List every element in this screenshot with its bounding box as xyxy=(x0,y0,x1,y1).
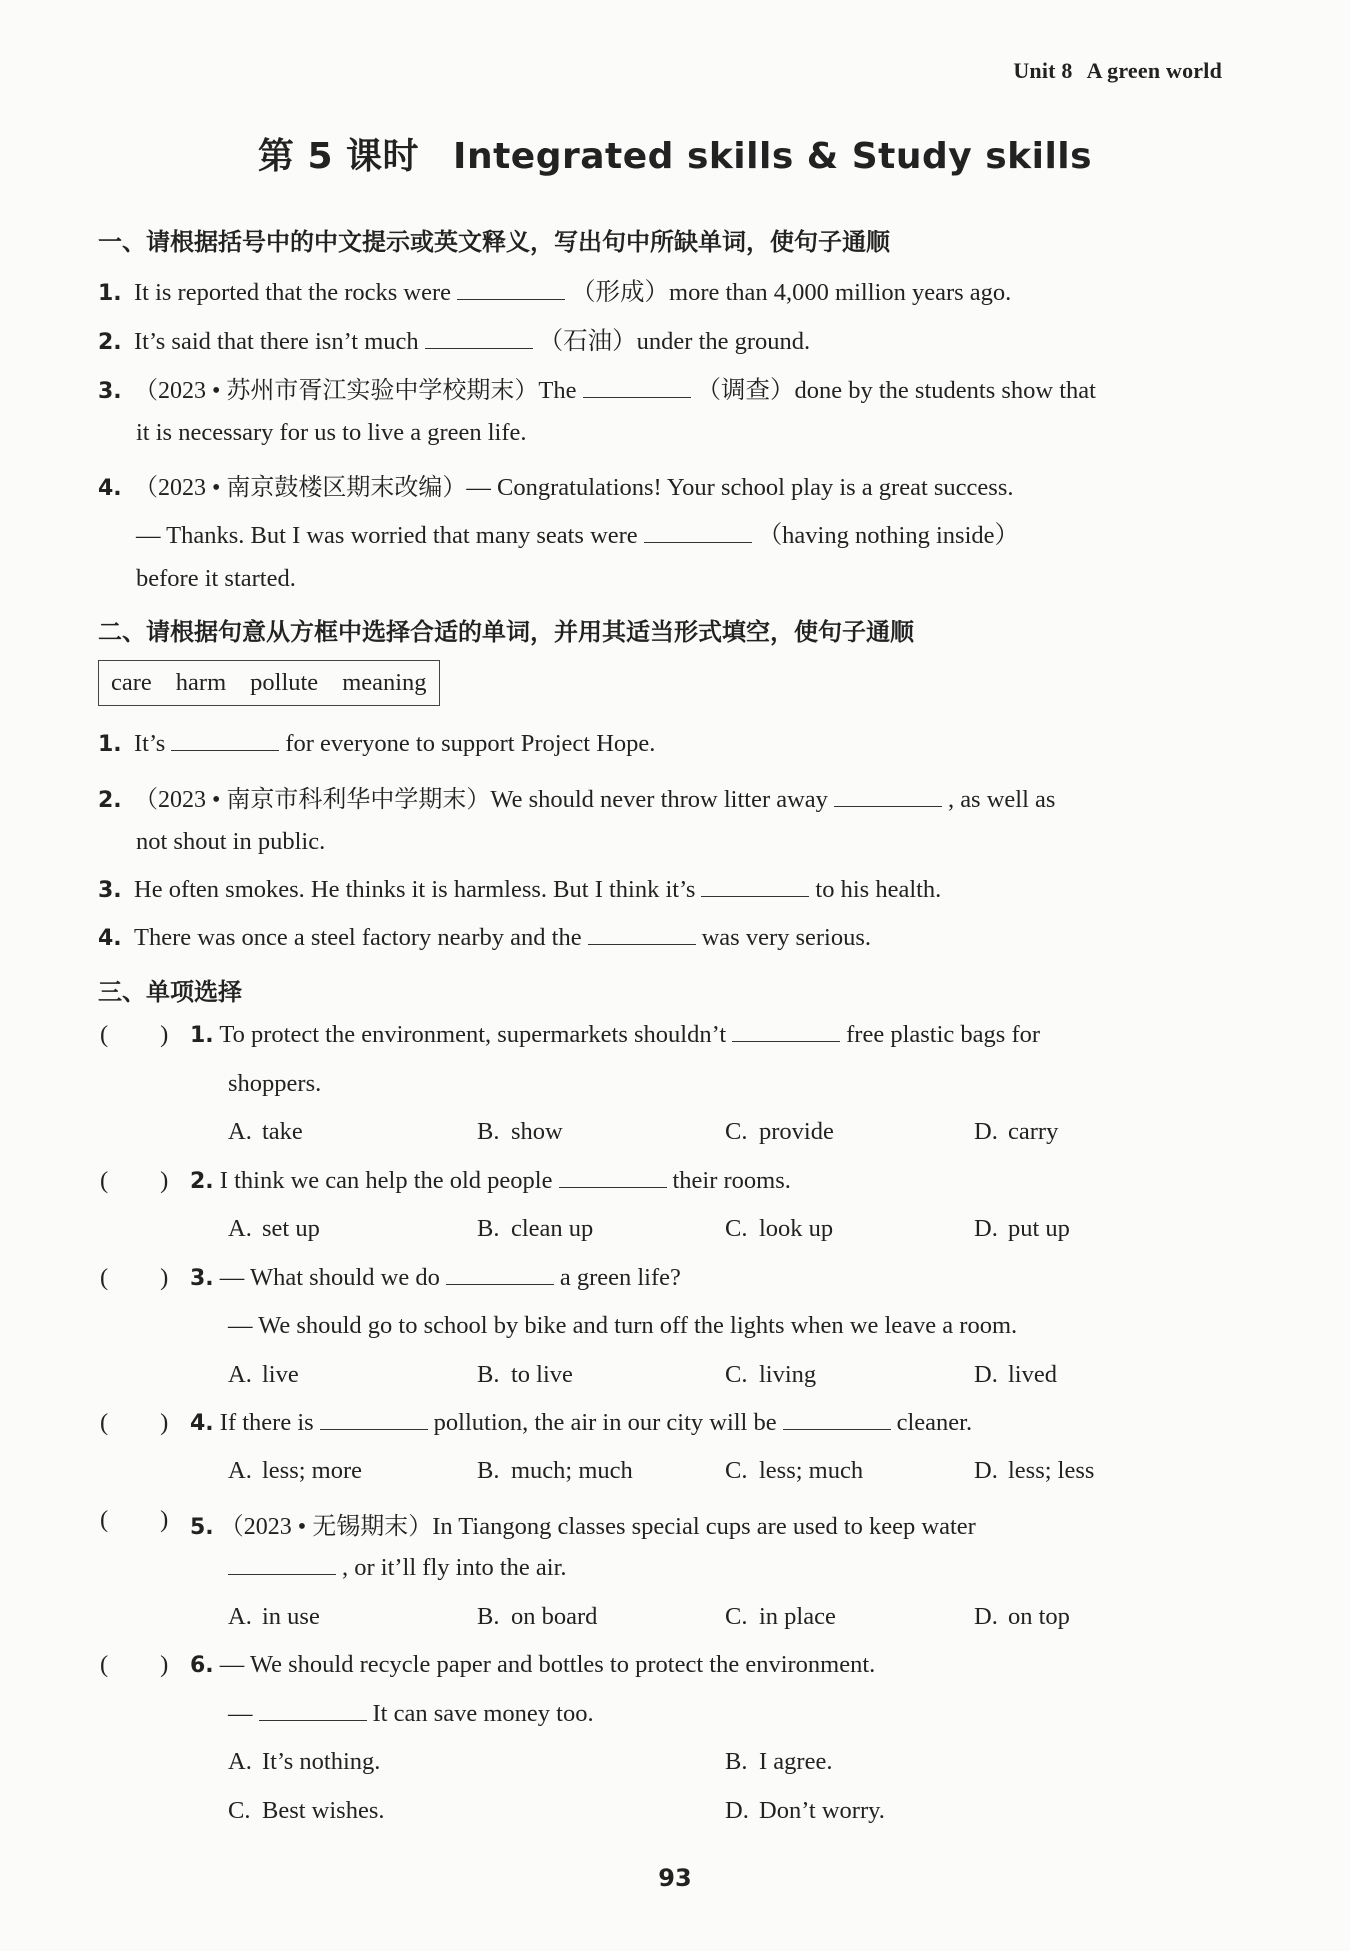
answer-parenthesis[interactable]: ( ) xyxy=(100,1167,169,1194)
answer-blank[interactable] xyxy=(588,924,696,945)
lesson-label: 第 5 课时 xyxy=(257,136,420,177)
option-a[interactable]: A. in use xyxy=(228,1603,320,1630)
s1-item-4: 4. （2023 • 南京鼓楼区期末改编）— Congratulations! Your school play is a great success. xyxy=(98,474,1014,501)
option-b[interactable]: B. clean up xyxy=(477,1215,594,1242)
option-d[interactable]: D. lived xyxy=(974,1361,1057,1388)
s3-q3: 3. — What should we do a green life? xyxy=(190,1264,681,1291)
question-source: （2023 • 南京鼓楼区期末改编） xyxy=(134,475,467,501)
word-bank-box xyxy=(98,660,440,706)
option-c[interactable]: C. living xyxy=(725,1361,817,1388)
option-b[interactable]: B. on board xyxy=(477,1603,598,1630)
s3-q6-line2: — It can save money too. xyxy=(228,1700,594,1727)
running-header xyxy=(1013,58,1222,84)
s3-q1: 1. To protect the environment, supermarkets shouldn’t free plastic bags for xyxy=(190,1021,1041,1048)
answer-blank[interactable] xyxy=(425,328,533,349)
option-d[interactable]: D. put up xyxy=(974,1215,1070,1242)
answer-parenthesis[interactable]: ( ) xyxy=(100,1021,169,1048)
option-a[interactable]: A. It’s nothing. xyxy=(228,1748,381,1775)
s1-item-2: 2. It’s said that there isn’t much （石油）under the ground. xyxy=(98,328,811,355)
option-c[interactable]: C. less; much xyxy=(725,1457,864,1484)
answer-blank[interactable] xyxy=(583,377,691,398)
answer-parenthesis[interactable]: ( ) xyxy=(100,1409,169,1436)
header-topic: A green world xyxy=(1086,58,1222,83)
option-d[interactable]: D. carry xyxy=(974,1118,1059,1145)
s1-item-3: 3. （2023 • 苏州市胥江实验中学校期末）The （调查）done by the students show that xyxy=(98,377,1096,404)
answer-parenthesis[interactable]: ( ) xyxy=(100,1264,169,1291)
page-title xyxy=(0,128,1350,179)
option-d[interactable]: D. Don’t worry. xyxy=(725,1797,885,1824)
s3-q6: 6. — We should recycle paper and bottles to protect the environment. xyxy=(190,1651,876,1678)
option-a[interactable]: A. take xyxy=(228,1118,303,1145)
s2-item-4: 4. There was once a steel factory nearby and the was very serious. xyxy=(98,924,872,951)
option-c[interactable]: C. provide xyxy=(725,1118,834,1145)
s3-q3-line2: — We should go to school by bike and turn off the lights when we leave a room. xyxy=(228,1312,1018,1339)
s2-item-2: 2. （2023 • 南京市科利华中学期末）We should never throw litter away , as well as xyxy=(98,786,1056,813)
word-bank-item: pollute xyxy=(250,669,319,696)
answer-blank[interactable] xyxy=(171,730,279,751)
s3-q5-cont: , or it’ll fly into the air. xyxy=(228,1554,567,1582)
s3-q1-cont: shoppers. xyxy=(228,1070,322,1097)
word-bank-item: care xyxy=(111,669,152,696)
option-c[interactable]: C. Best wishes. xyxy=(228,1797,385,1824)
s1-item-3-cont: it is necessary for us to live a green life. xyxy=(136,419,527,446)
answer-blank xyxy=(732,1021,840,1042)
header-unit: Unit 8 xyxy=(1013,58,1073,83)
section3-heading: 三、单项选择 xyxy=(98,978,242,1006)
s3-q4: 4. If there is pollution, the air in our city will be cleaner. xyxy=(190,1409,973,1436)
answer-blank xyxy=(228,1554,336,1575)
s1-item-4-line2: — Thanks. But I was worried that many seats were （having nothing inside） xyxy=(136,522,1020,549)
answer-blank xyxy=(559,1167,667,1188)
s1-item-4-cont: before it started. xyxy=(136,565,296,592)
answer-parenthesis[interactable]: ( ) xyxy=(100,1651,169,1678)
option-c[interactable]: C. in place xyxy=(725,1603,836,1630)
option-b[interactable]: B. much; much xyxy=(477,1457,633,1484)
answer-blank[interactable] xyxy=(457,279,565,300)
answer-blank xyxy=(446,1264,554,1285)
answer-blank xyxy=(320,1409,428,1430)
answer-blank[interactable] xyxy=(644,522,752,543)
question-source: （2023 • 无锡期末） xyxy=(219,1514,433,1540)
section1-heading: 一、请根据括号中的中文提示或英文释义，写出句中所缺单词，使句子通顺 xyxy=(98,228,890,256)
lesson-name: Integrated skills & Study skills xyxy=(453,136,1093,177)
s2-item-1: 1. It’s for everyone to support Project Hope. xyxy=(98,730,656,757)
option-a[interactable]: A. set up xyxy=(228,1215,320,1242)
option-d[interactable]: D. less; less xyxy=(974,1457,1095,1484)
s3-q2: 2. I think we can help the old people their rooms. xyxy=(190,1167,791,1194)
option-b[interactable]: B. show xyxy=(477,1118,563,1145)
option-b[interactable]: B. to live xyxy=(477,1361,573,1388)
word-bank-item: meaning xyxy=(342,669,427,696)
question-source: （2023 • 南京市科利华中学期末） xyxy=(134,787,491,813)
option-a[interactable]: A. live xyxy=(228,1361,299,1388)
s2-item-2-cont: not shout in public. xyxy=(136,828,326,855)
option-a[interactable]: A. less; more xyxy=(228,1457,363,1484)
option-b[interactable]: B. I agree. xyxy=(725,1748,833,1775)
s3-q5: 5. （2023 • 无锡期末）In Tiangong classes special cups are used to keep water xyxy=(190,1513,976,1540)
answer-blank xyxy=(259,1700,367,1721)
word-bank-item: harm xyxy=(175,669,227,696)
answer-blank[interactable] xyxy=(834,786,942,807)
option-c[interactable]: C. look up xyxy=(725,1215,834,1242)
option-d[interactable]: D. on top xyxy=(974,1603,1070,1630)
s1-item-1: 1. It is reported that the rocks were （形成）more than 4,000 million years ago. xyxy=(98,279,1012,306)
section2-heading: 二、请根据句意从方框中选择合适的单词，并用其适当形式填空，使句子通顺 xyxy=(98,618,914,646)
answer-blank xyxy=(783,1409,891,1430)
s2-item-3: 3. He often smokes. He thinks it is harmless. But I think it’s to his health. xyxy=(98,876,942,903)
answer-blank[interactable] xyxy=(701,876,809,897)
answer-parenthesis[interactable]: ( ) xyxy=(100,1506,169,1533)
question-source: （2023 • 苏州市胥江实验中学校期末） xyxy=(134,378,539,404)
page-number: 93 xyxy=(658,1864,692,1892)
